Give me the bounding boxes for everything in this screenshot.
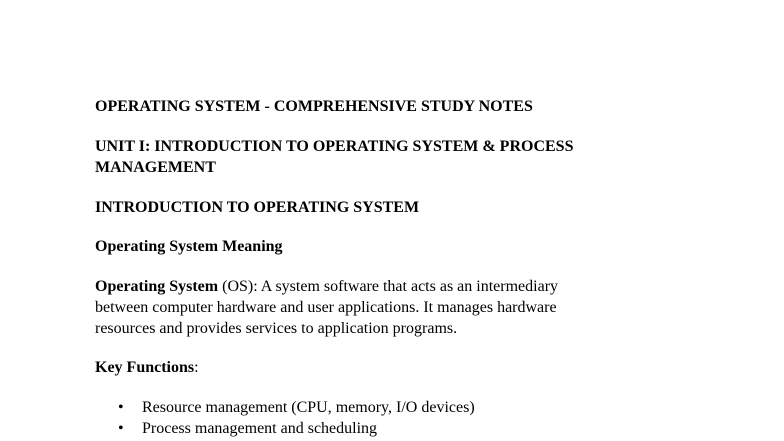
definition-line-2: between computer hardware and user applications. It manages hardware: [95, 299, 557, 316]
definition-rest-line-1: (OS): A system software that acts as an intermediary: [218, 278, 559, 295]
key-functions-label-text: Key Functions: [95, 359, 195, 376]
unit-heading-line-1: UNIT I: INTRODUCTION TO OPERATING SYSTEM & PROCESS: [95, 138, 574, 155]
key-functions-colon: :: [194, 359, 199, 376]
subsection-heading: Operating System Meaning: [95, 238, 283, 255]
unit-heading-line-2: MANAGEMENT: [95, 159, 216, 176]
key-functions-list: [95, 397, 475, 439]
definition-term: Operating System: [95, 278, 219, 295]
bullet-icon: •: [118, 399, 124, 416]
definition-paragraph: [95, 276, 685, 339]
definition-line-3: resources and provides services to application programs.: [95, 320, 458, 337]
definition-line-1: [95, 276, 685, 297]
list-item-text: Process management and scheduling: [142, 420, 378, 437]
document-title: OPERATING SYSTEM - COMPREHENSIVE STUDY NOTES: [95, 98, 533, 115]
bullet-icon: •: [118, 420, 124, 437]
list-item-text: Resource management (CPU, memory, I/O devices): [142, 399, 475, 416]
key-functions-label: [95, 357, 685, 378]
list-item: [95, 418, 475, 439]
section-heading: INTRODUCTION TO OPERATING SYSTEM: [95, 199, 420, 216]
list-item: [95, 397, 475, 418]
